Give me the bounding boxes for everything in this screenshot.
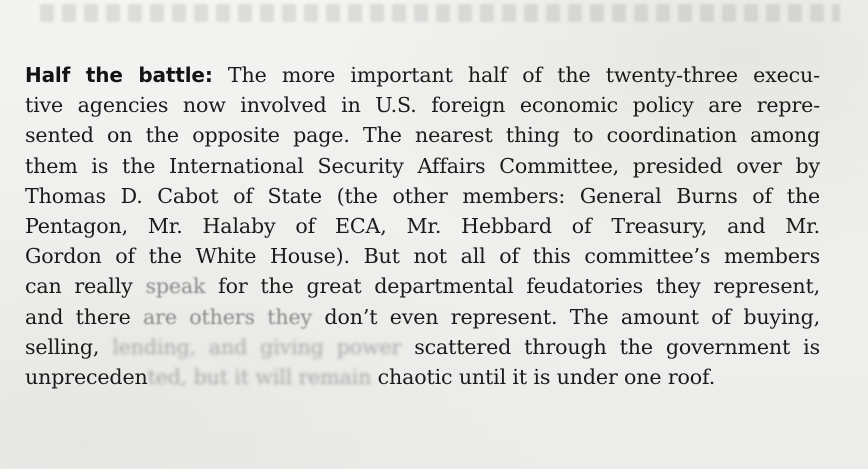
text-line-11 <box>25 362 820 392</box>
text-line-9-a: and there <box>25 304 144 329</box>
text-line-8-faded: speak <box>145 274 206 299</box>
article-paragraph <box>25 60 820 392</box>
text-line-11-faded: ted, but it will remain <box>147 365 372 390</box>
article-heading: Half the battle: <box>25 63 213 87</box>
text-line-6: Pentagon, Mr. Halaby of ECA, Mr. Hebbard of Treasury, and Mr. <box>25 214 820 239</box>
text-line-1 <box>25 60 820 90</box>
text-line-8-c: for the great departmental feudatories they represent, <box>205 274 821 299</box>
text-line-5: Thomas D. Cabot of State (the other members: General Burns of the <box>25 183 820 208</box>
text-line-4: them is the International Security Affairs Committee, presided over by <box>25 153 820 178</box>
text-line-10-faded: lending, and giving power <box>112 334 402 359</box>
text-line-9-faded: are others they <box>143 304 313 329</box>
text-line-8 <box>25 271 820 301</box>
text-line-10-a: selling, <box>25 334 113 359</box>
text-line-9-c: don’t even represent. The amount of buying, <box>312 304 820 329</box>
bleed-through-text <box>40 4 840 22</box>
text-line-11-c: chaotic until it is under one roof. <box>371 365 716 390</box>
text-line-7: Gordon of the White House). But not all of this committee’s members <box>25 244 820 269</box>
text-line-11-a: unpreceden <box>25 365 148 390</box>
text-line-8-a: can really <box>25 274 146 299</box>
text-line-2: tive agencies now involved in U.S. foreign economic policy are repre- <box>25 93 820 118</box>
text-line-10 <box>25 332 820 362</box>
text-line-3: sented on the opposite page. The nearest thing to coordination among <box>25 123 820 148</box>
text-line-9 <box>25 302 820 332</box>
text-line-10-c: scattered through the government is <box>401 334 820 359</box>
text-line-1-body: The more important half of the twenty-three execu- <box>227 63 820 87</box>
